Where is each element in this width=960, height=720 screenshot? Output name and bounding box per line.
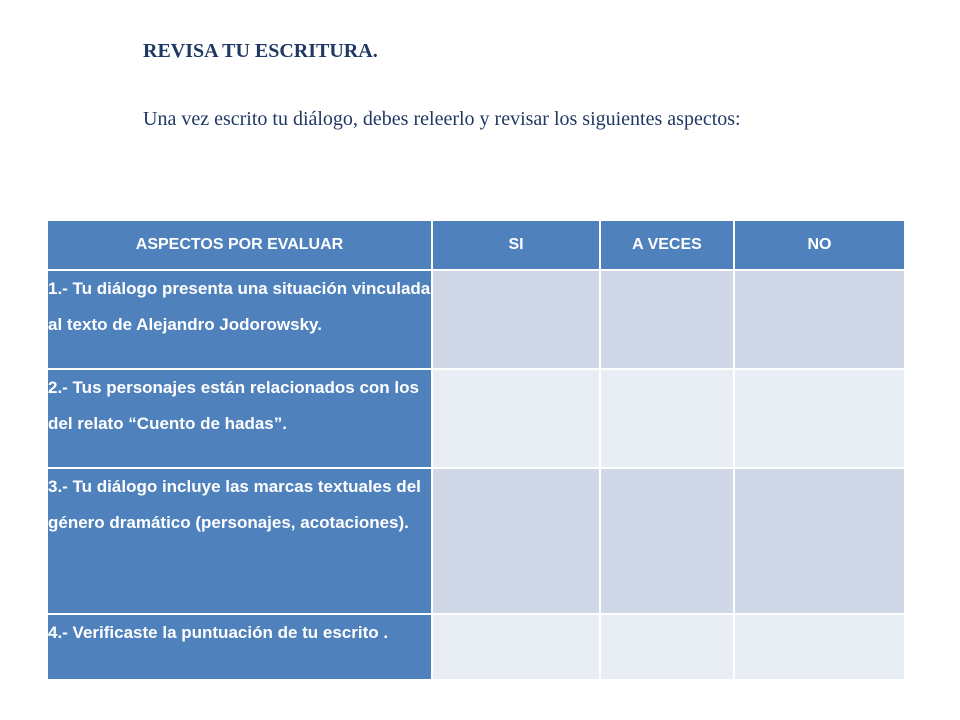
aspect-4: 4.- Verificaste la puntuación de tu escrito . xyxy=(48,615,433,681)
header-a-veces: A VECES xyxy=(601,221,735,271)
cell-si-1[interactable] xyxy=(433,271,601,370)
cell-a-veces-3[interactable] xyxy=(601,469,735,615)
aspect-3: 3.- Tu diálogo incluye las marcas textuales del género dramático (personajes, acotaciones). xyxy=(48,469,433,615)
table-row xyxy=(48,615,904,681)
cell-a-veces-4[interactable] xyxy=(601,615,735,681)
header-no: NO xyxy=(735,221,904,271)
page-heading: REVISA TU ESCRITURA. xyxy=(143,40,378,62)
cell-a-veces-1[interactable] xyxy=(601,271,735,370)
cell-no-2[interactable] xyxy=(735,370,904,469)
table-row xyxy=(48,370,904,469)
cell-si-2[interactable] xyxy=(433,370,601,469)
cell-no-3[interactable] xyxy=(735,469,904,615)
table-row xyxy=(48,469,904,615)
cell-si-3[interactable] xyxy=(433,469,601,615)
intro-text: Una vez escrito tu diálogo, debes releerlo y revisar los siguientes aspectos: xyxy=(143,108,741,130)
header-aspects: ASPECTOS POR EVALUAR xyxy=(48,221,433,271)
header-si: SI xyxy=(433,221,601,271)
evaluation-table xyxy=(48,221,904,681)
cell-no-1[interactable] xyxy=(735,271,904,370)
cell-si-4[interactable] xyxy=(433,615,601,681)
table-header-row xyxy=(48,221,904,271)
aspect-2: 2.- Tus personajes están relacionados con los del relato “Cuento de hadas”. xyxy=(48,370,433,469)
table-row xyxy=(48,271,904,370)
aspect-1: 1.- Tu diálogo presenta una situación vinculada al texto de Alejandro Jodorowsky. xyxy=(48,271,433,370)
cell-no-4[interactable] xyxy=(735,615,904,681)
cell-a-veces-2[interactable] xyxy=(601,370,735,469)
